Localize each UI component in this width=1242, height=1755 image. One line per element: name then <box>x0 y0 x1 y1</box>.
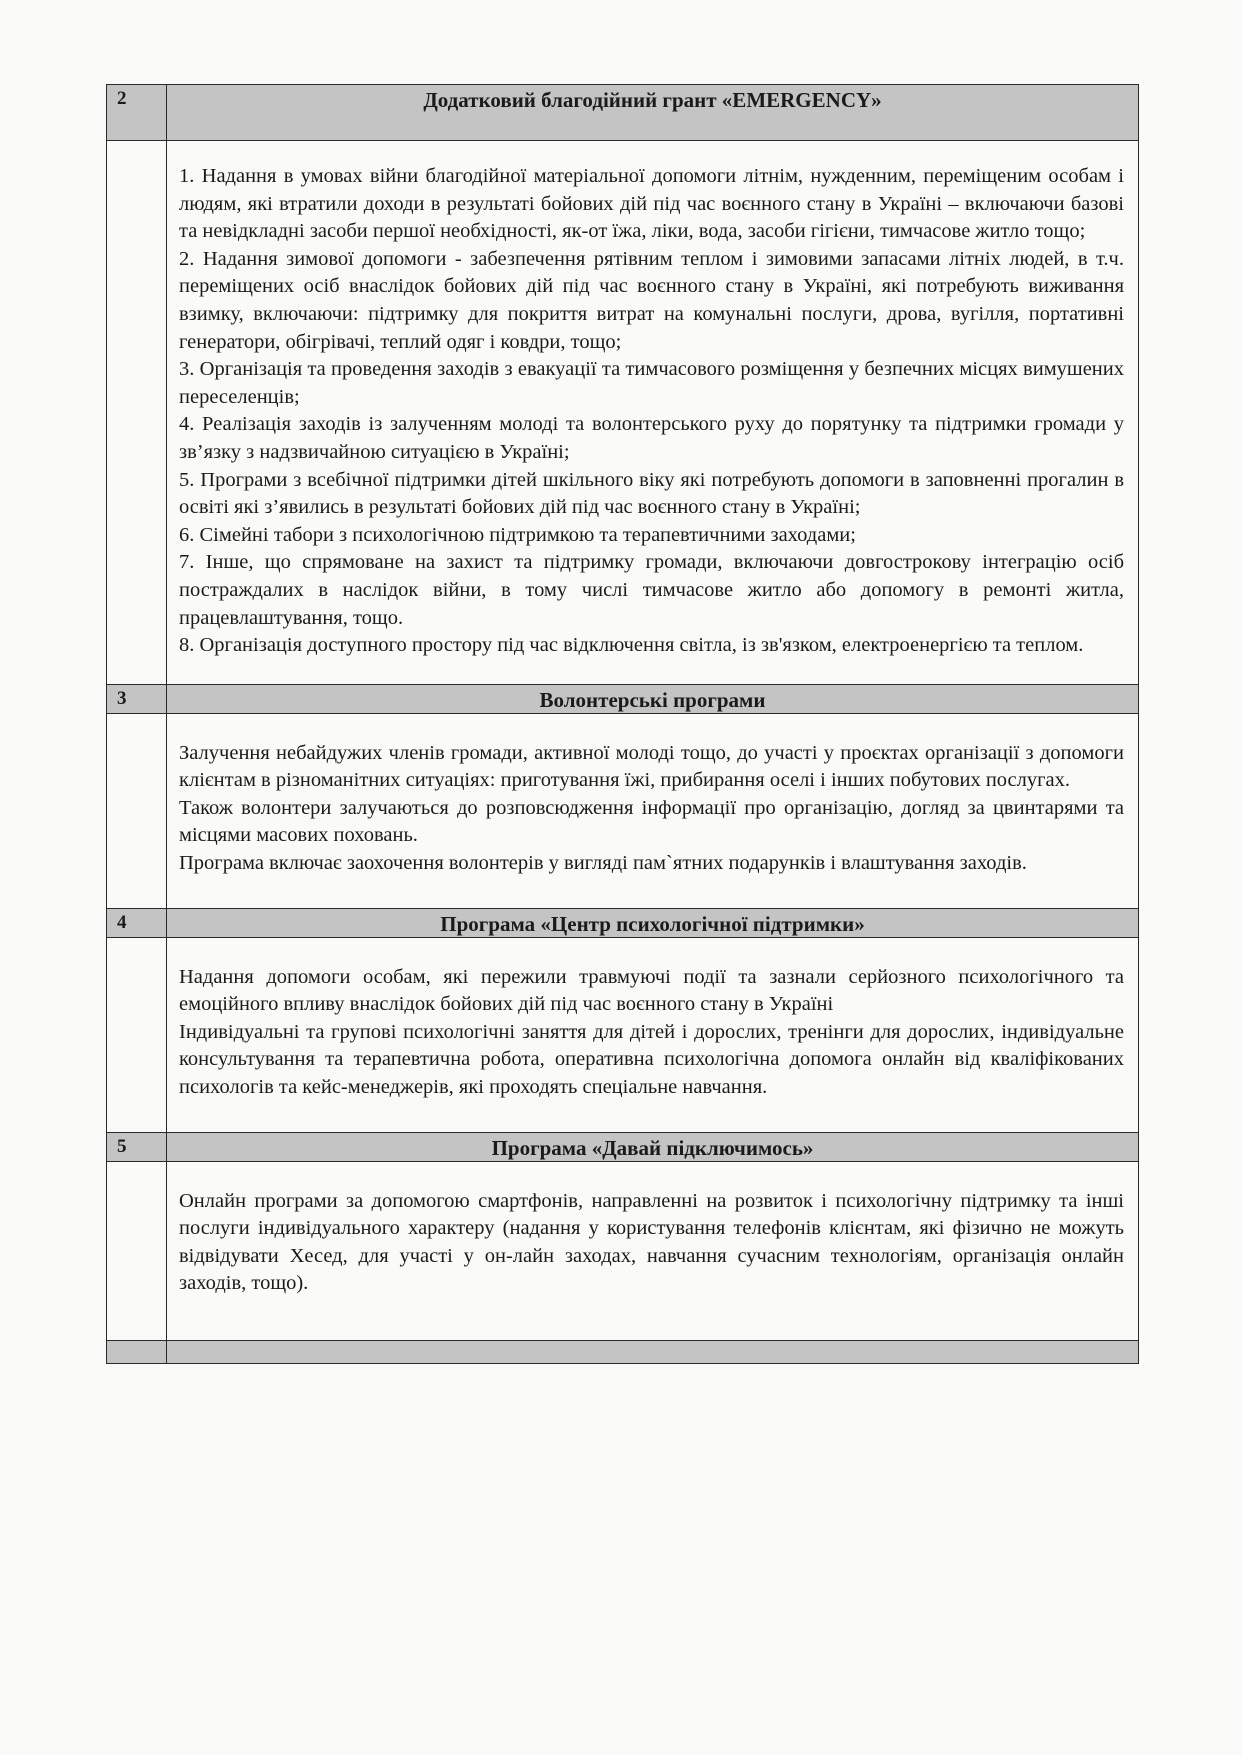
section-header-row <box>107 684 1139 713</box>
section-title: Програма «Центр психологічної підтримки» <box>167 908 1139 937</box>
paragraph: Також волонтери залучаються до розповсюдження інформації про організацію, догляд за цвинтарями та місцями масових поховань. <box>179 796 1124 847</box>
number-cell-empty <box>107 141 167 685</box>
footer-cell <box>167 1341 1139 1364</box>
paragraph: Онлайн програми за допомогою смартфонів, направленні на розвиток і психологічну підтримку та інші послуги індивідуального характеру (надання у користування телефонів клієнтам, які фізично не можуть відвідувати Хесед, для участі у он-лайн заходах, навчання сучасним технологіям, організація онлайн заходів, тощо). <box>179 1189 1124 1295</box>
section-title: Додатковий благодійний грант «EMERGENCY» <box>167 85 1139 141</box>
number-cell-empty <box>107 937 167 1132</box>
paragraph: 1. Надання в умовах війни благодійної матеріальної допомоги літнім, нужденним, переміщеним особам і людям, які втратили доходи в результаті бойових дій під час воєнного стану в Україні – включаючи базові та невідкладні засоби першої необхідності, як-от їжа, ліки, вода, засоби гігієни, тимчасове житло тощо; <box>179 165 1124 243</box>
paragraph: 3. Організація та проведення заходів з евакуації та тимчасового розміщення у безпечних місцях вимушених переселенців; <box>179 358 1124 408</box>
section-body-row <box>107 713 1139 908</box>
paragraph: 4. Реалізація заходів із залученням молоді та волонтерського руху до порятунку та підтримки громади у зв’язку з надзвичайною ситуацією в Україні; <box>179 413 1124 463</box>
paragraph: Надання допомоги особам, які пережили травмуючі події та зазнали серйозного психологічного та емоційного впливу внаслідок бойових дій під час воєнного стану в Україні <box>179 965 1124 1016</box>
section-title: Програма «Давай підключимось» <box>167 1132 1139 1161</box>
section-number: 5 <box>107 1132 167 1161</box>
section-number: 3 <box>107 684 167 713</box>
section-body-row <box>107 141 1139 685</box>
section-header-row <box>107 85 1139 141</box>
section-body <box>167 141 1139 685</box>
table-footer-row <box>107 1341 1139 1364</box>
paragraph: 8. Організація доступного простору під час відключення світла, із зв'язком, електроенергією та теплом. <box>179 634 1084 657</box>
section-number: 4 <box>107 908 167 937</box>
section-body <box>167 1161 1139 1340</box>
section-header-row <box>107 1132 1139 1161</box>
paragraph: 5. Програми з всебічної підтримки дітей шкільного віку які потребують допомоги в заповненні прогалин в освіті які з’явились в результаті бойових дій під час воєнного стану в Україні; <box>179 468 1124 519</box>
section-title: Волонтерські програми <box>167 684 1139 713</box>
paragraph: Індивідуальні та групові психологічні заняття для дітей і дорослих, тренінги для дорослих, індивідуальне консультування та терапевтична робота, оперативна психологічна допомога онлайн від кваліфікованих психологів та кейс-менеджерів, які проходять спеціальне навчання. <box>179 1020 1124 1099</box>
paragraph: 6. Сімейні табори з психологічною підтримкою та терапевтичними заходами; <box>179 523 856 546</box>
paragraph: 7. Інше, що спрямоване на захист та підтримку громади, включаючи довгострокову інтеграцію осіб постраждалих в наслідок війни, в тому числі тимчасове житло або допомогу в ремонті житла, працевлаштування, тощо. <box>179 551 1124 629</box>
section-number: 2 <box>107 85 167 141</box>
section-body-row <box>107 937 1139 1132</box>
paragraph: 2. Надання зимової допомоги - забезпечення рятівним теплом і зимовими запасами літніх людей, в т.ч. переміщених осіб внаслідок бойових дій під час воєнного стану в Україні, які потребують виживання взимку, включаючи: підтримку для покриття витрат на комунальні послуги, дрова, вугілля, портативні генератори, обігрівачі, теплий одяг і ковдри, тощо; <box>179 247 1124 353</box>
paragraph: Залучення небайдужих членів громади, активної молоді тощо, до участі у проєктах організації з допомоги клієнтам в різноманітних ситуаціях: приготування їжі, прибирання оселі і інших побутових послугах. <box>179 741 1124 792</box>
number-cell-empty <box>107 1161 167 1340</box>
number-cell-empty <box>107 713 167 908</box>
section-header-row <box>107 908 1139 937</box>
paragraph: Програма включає заохочення волонтерів у вигляді пам`ятних подарунків і влаштування заходів. <box>179 852 1027 875</box>
section-body-row <box>107 1161 1139 1340</box>
programs-table <box>106 84 1139 1364</box>
section-body <box>167 713 1139 908</box>
section-body <box>167 937 1139 1132</box>
footer-cell <box>107 1341 167 1364</box>
